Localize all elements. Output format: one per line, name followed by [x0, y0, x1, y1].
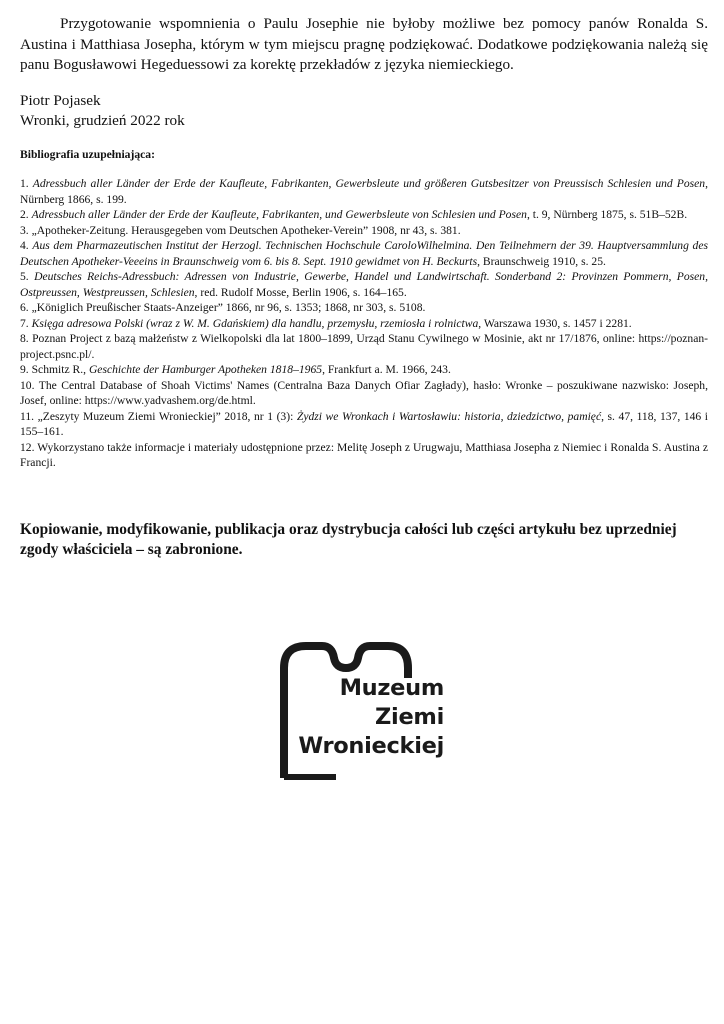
entry-number: 7. [20, 316, 29, 330]
bibliography-entry [20, 223, 708, 239]
bibliography-entry [20, 378, 708, 409]
entry-title: Geschichte der Hamburger Apotheken 1818–1965 [88, 363, 323, 376]
entry-title: Adressbuch aller Länder der Erde der Kaufleute, Fabrikanten, und Gewerbsleute von Schlesien und Posen [31, 208, 527, 221]
entry-details: , Braunschweig 1910, s. 25. [477, 254, 606, 268]
logo-text [298, 674, 444, 761]
bibliography-heading: Bibliografia uzupełniająca: [20, 148, 155, 161]
entry-details: , red. Rudolf Mosse, Berlin 1906, s. 164–165. [194, 285, 407, 299]
logo-line-wronieckiej: Wronieckiej [298, 733, 444, 759]
entry-details: The Central Database of Shoah Victims' Names (Centralna Baza Danych Ofiar Zagłady), hasło: Wronke – poszukiwane nazwisko: Joseph, Josef, online: https://www.yadvashem.org/de.html. [20, 378, 708, 407]
entry-number: 6. [20, 301, 29, 314]
place-date: Wronki, grudzień 2022 rok [20, 111, 185, 129]
copyright-notice: Kopiowanie, modyfikowanie, publikacja oraz dystrybucja całości lub części artykułu bez uprzedniej zgody właściciela – są zabronione. [20, 521, 677, 558]
bibliography-entry [20, 316, 708, 332]
entry-title: Żydzi we Wronkach i Wartosławiu: historia, dziedzictwo, pamięć [296, 409, 602, 423]
entry-details: , Nürnberg 1866, s. 199. [20, 177, 708, 206]
entry-details: „Königlich Preußischer Staats-Anzeiger” 1866, nr 96, s. 1353; 1868, nr 303, s. 5108. [31, 301, 426, 314]
entry-details: , Frankfurt a. M. 1966, 243. [322, 363, 451, 376]
entry-details: „Apotheker-Zeitung. Herausgegeben vom Deutschen Apotheker-Verein” 1908, nr 43, s. 381. [31, 223, 461, 237]
entry-details: Wykorzystano także informacje i materiały udostępnione przez: Melitę Joseph z Urugwaju, Matthiasa Josepha z Niemiec i Ronalda S. Austina z Francji. [20, 440, 708, 469]
entry-number: 9. [20, 363, 29, 376]
entry-number: 2. [20, 208, 29, 221]
bibliography-entry [20, 300, 708, 316]
entry-details: , t. 9, Nürnberg 1875, s. 51B–52B. [526, 208, 688, 221]
entry-number: 4. [20, 239, 29, 252]
author-name: Piotr Pojasek [20, 92, 101, 109]
bibliography-entry [20, 331, 708, 362]
bibliography-entry [20, 269, 708, 300]
acknowledgement-text: Przygotowanie wspomnienia o Paulu Josephie nie byłoby możliwe bez pomocy panów Ronalda S. Austina i Matthiasa Josepha, którym w tym miejscu pragnę podziękować. Dodatkowe podziękowania należą się panu Bogusławowi Hegeduessowi za korektę przekładów z języka niemieckiego. [20, 15, 708, 73]
entry-details: Poznan Project z bazą małżeństw z Wielkopolski dla lat 1800–1899, Urząd Stanu Cywilnego w Mosinie, akt nr 17/1876, online: https://poznan-project.psnc.pl/. [20, 332, 709, 361]
entry-number: 10. [20, 378, 35, 392]
bibliography-entry [20, 207, 708, 223]
acknowledgement-paragraph [20, 14, 708, 76]
entry-details: , s. 47, 118, 137, 146 i 155–161. [20, 409, 708, 438]
bibliography-entry [20, 238, 708, 269]
entry-number: 5. [20, 270, 29, 283]
entry-prefix: Schmitz R., [31, 363, 89, 376]
entry-prefix: „Zeszyty Muzeum Ziemi Wronieckiej” 2018, nr 1 (3): [37, 409, 297, 423]
bibliography-entry [20, 176, 708, 207]
entry-number: 8. [20, 332, 29, 345]
entry-title: Księga adresowa Polski (wraz z W. M. Gdańskiem) dla handlu, przemysłu, rzemiosła i rolnictwa [31, 316, 479, 330]
entry-number: 3. [20, 223, 29, 237]
bibliography-entry [20, 409, 708, 440]
bibliography-list [20, 176, 708, 471]
entry-details: , Warszawa 1930, s. 1457 i 2281. [478, 316, 632, 330]
logo-line-ziemi: Ziemi [375, 704, 444, 730]
entry-title: Aus dem Pharmazeutischen Institut der Herzogl. Technischen Hochschule CaroloWilhelmina. Den Teilnehmern der 39. Hauptversammlung des Deutschen Apotheker-Veeeins in Braunschweig vom 6. bis 8. Sept. 1910 gewidmet von H. Beckurts [20, 239, 708, 268]
signature-block [20, 91, 185, 130]
entry-number: 12. [20, 440, 35, 454]
entry-number: 1. [20, 177, 29, 190]
entry-title: Adressbuch aller Länder der Erde der Kaufleute, Fabrikanten, Gewerbsleute und größeren Gutsbesitzer von Preussisch Schlesien und Posen [32, 177, 706, 190]
entry-number: 11. [20, 409, 35, 423]
bibliography-entry [20, 362, 708, 378]
logo-line-muzeum: Muzeum [339, 675, 444, 701]
museum-logo [276, 640, 456, 780]
entry-title: Deutsches Reichs-Adressbuch: Adressen von Industrie, Gewerbe, Handel und Landwirtschaft. Sonderband 2: Provinzen Pommern, Posen, Ostpreussen, Westpreussen, Schlesien [20, 270, 708, 299]
bibliography-entry [20, 440, 708, 471]
